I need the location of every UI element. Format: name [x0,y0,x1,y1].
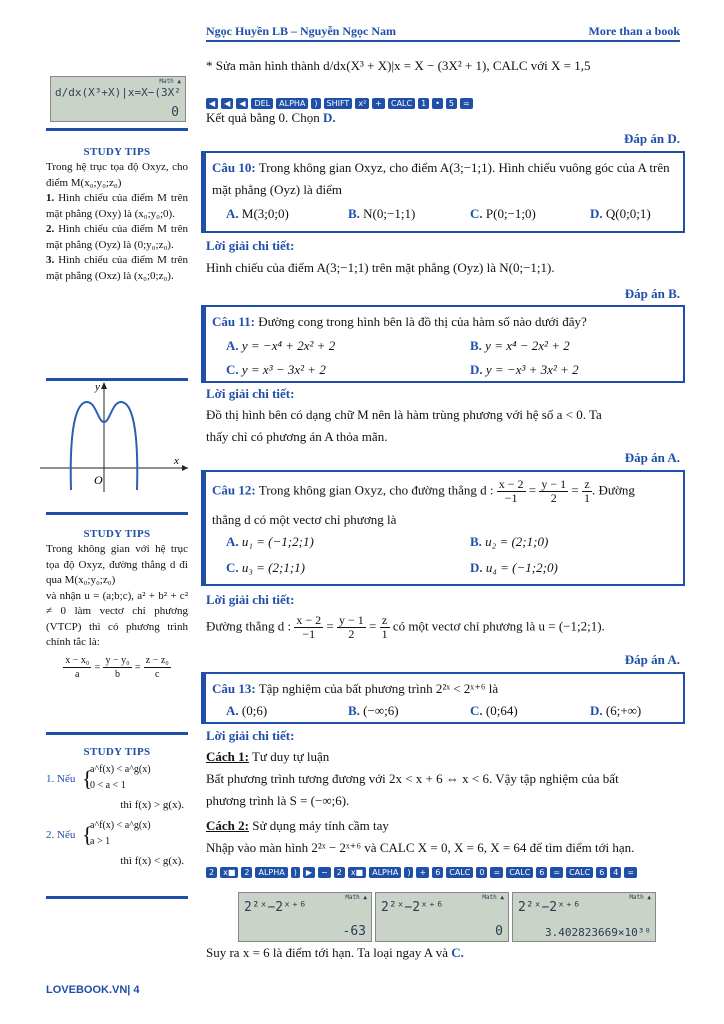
page-header [206,24,680,42]
footer-page-number: LOVEBOOK.VN| 4 [46,984,140,996]
calc-key: 4 [610,867,621,878]
line-equation: $\frac{\text{x − x₀}}{a}$ = $\frac{\text{y − y₀}}{b}$ = $\frac{\text{z − z₀}}{c}$ [65,654,169,680]
tips-item-2: 2. Hình chiếu của điểm M trên mặt phẳng (Oyz) là (0;y₀;z₀). [46,223,188,251]
calc-key: • [432,98,443,109]
calc-key: − [318,867,331,878]
option-b[interactable]: B. N(0;−1;1) [348,206,416,221]
rule-2-result: thì f(x) < g(x). [120,854,184,867]
calc-flags: Math ▲ [159,78,181,85]
study-tips-title: STUDY TIPS [83,746,151,758]
sidebar-divider [46,896,188,899]
solution-title: Lời giải chi tiết: [206,728,295,743]
rule-2: 2. Nếu { a^f(x) < a^g(x) a > 1 [46,819,151,847]
sidebar-divider [46,512,188,515]
answer-a: Đáp án A. [624,450,680,465]
calc-result: 0 [171,105,179,120]
calc-key: CALC [566,867,593,878]
calc-key: = [460,98,473,109]
calc-key: + [372,98,385,109]
method-1-heading: Cách 1: Tư duy tự luận [206,749,330,764]
calc-key: 6 [536,867,547,878]
calc-expression: d/dx(X³+X)|x=X−(3X² [55,86,181,99]
sidebar-divider [46,732,188,735]
tips2-text2: và nhận u = (a;b;c), a² + b² + c² ≠ 0 làm vectơ chỉ phương (VTCP) thì có phương trình chính tắc là: [46,589,188,648]
calc-screen-3: Math ▲ 2²ˣ−2ˣ⁺⁶ 3.402823669×10³⁸ [512,892,656,942]
question-text: Câu 10: Trong không gian Oxyz, cho điểm A(3;−1;1). Hình chiếu vuông góc của A trên mặt phẳng (Oyz) là điểm [212,160,670,197]
calc-key: ◀ [236,98,248,109]
calc-screen-1: Math ▲ 2²ˣ−2ˣ⁺⁶ -63 [238,892,372,942]
calc-key: = [490,867,503,878]
calc-key: ALPHA [369,867,401,878]
solution-title: Lời giải chi tiết: [206,386,295,401]
header-authors: Ngọc Huyền LB – Nguyễn Ngọc Nam [206,24,397,38]
calc-key: SHIFT [324,98,353,109]
calc-screen-2: Math ▲ 2²ˣ−2ˣ⁺⁶ 0 [375,892,509,942]
option-c[interactable]: C. y = x³ − 3x² + 2 [226,362,326,377]
calc-key: 0 [476,867,487,878]
study-tips-title: STUDY TIPS [83,528,151,540]
study-tips-2 [46,528,188,681]
options [212,333,677,383]
calc-key: CALC [446,867,473,878]
option-b[interactable]: B. (−∞;6) [348,703,399,718]
question-text: Câu 13: Tập nghiệm của bất phương trình 2²ˣ < 2ˣ⁺⁶ là [212,681,499,696]
option-c[interactable]: C. u₃ = (2;1;1) [226,560,305,575]
calc-key: x■ [348,867,366,878]
solution-text: Hình chiếu của điểm A(3;−1;1) trên mặt phẳng (Oyz) là N(0;−1;1). [206,260,555,275]
calculator-screen [50,76,186,122]
calc-key: 6 [596,867,607,878]
calc-key: 6 [432,867,443,878]
option-a[interactable]: A. y = −x⁴ + 2x² + 2 [226,338,336,353]
calc-key: ◀ [221,98,233,109]
option-b[interactable]: B. y = x⁴ − 2x² + 2 [470,338,570,353]
method-1-line-2: phương trình là S = (−∞;6). [206,793,350,808]
option-d[interactable]: D. y = −x³ + 3x² + 2 [470,362,579,377]
y-label: y [95,381,100,393]
quartic-graph [40,380,192,498]
sidebar-divider [46,128,188,131]
calc-key: ) [404,867,413,878]
options [212,203,677,225]
question-13 [201,672,685,724]
calc-key: 5 [446,98,457,109]
tips2-text1: Trong không gian với hệ trục tọa độ Oxyz, đường thẳng d đi qua M(x₀;y₀;z₀) [46,543,188,586]
calc-key: ) [291,867,300,878]
study-tips-1 [46,146,188,284]
option-a[interactable]: A. u₁ = (−1;2;1) [226,534,314,549]
option-a[interactable]: A. M(3;0;0) [226,206,289,221]
keypress-sequence [206,94,680,110]
option-d[interactable]: D. (6;+∞) [590,703,642,718]
solution-text: Đường thẳng d : $\frac{x - 2}{-1}$ = $\frac{y - 1}{2}$ = $\frac{z}{1}$ có một vectơ chỉ phương là u = (−1;2;1). [206,613,605,641]
calc-key: CALC [388,98,415,109]
calc-key: ) [311,98,320,109]
option-c[interactable]: C. P(0;−1;0) [470,206,536,221]
question-text: Câu 12: Trong không gian Oxyz, cho đường thẳng d : $\frac{x - 2}{-1}$ = $\frac{y - 1}{2}$ = $\frac{z}{1}$ . Đường [212,477,635,505]
calc-key: = [624,867,637,878]
keypress-sequence [206,863,680,879]
result-line: Kết quả bằng 0. Chọn D. [206,110,336,125]
calc-key: ALPHA [276,98,308,109]
calc-key: x■ [220,867,238,878]
study-tips-3 [46,746,188,869]
options [212,700,677,722]
method-2-heading: Cách 2: Sử dụng máy tính cầm tay [206,818,389,833]
option-b[interactable]: B. u₂ = (2;1;0) [470,534,549,549]
header-tagline: More than a book [588,24,680,38]
calc-key: = [550,867,563,878]
solution-text-2: thấy chỉ có phương án A thỏa mãn. [206,429,388,444]
question-text: Câu 11: Đường cong trong hình bên là đồ thị của hàm số nào dưới đây? [212,314,587,329]
option-d[interactable]: D. Q(0;0;1) [590,206,651,221]
calc-key: ◀ [206,98,218,109]
option-c[interactable]: C. (0;64) [470,703,518,718]
answer-b: Đáp án B. [624,286,680,301]
origin-label: O [94,473,103,487]
rule-1: 1. Nếu { a^f(x) < a^g(x) 0 < a < 1 [46,764,151,791]
x-axis-arrow [182,465,188,471]
calc-key: ▶ [303,867,315,878]
method-2-line-1: Nhập vào màn hình 2²ˣ − 2ˣ⁺⁶ và CALC X = 0, X = 6, X = 64 để tìm điểm tới hạn. [206,840,635,855]
question-10 [201,151,685,233]
calc-key: ALPHA [255,867,287,878]
calc-key: x² [355,98,369,109]
calc-instruction: * Sửa màn hình thành d/dx(X³ + X)|x = X − (3X² + 1), CALC với X = 1,5 [206,58,591,73]
tips-item-3: 3. Hình chiếu của điểm M trên mặt phẳng (Oxz) là (x₀;0;z₀). [46,254,188,282]
x-label: x [174,455,179,467]
option-d[interactable]: D. u₄ = (−1;2;0) [470,560,558,575]
y-axis-arrow [101,382,107,389]
question-text-2: thẳng d có một vectơ chỉ phương là [212,512,397,527]
solution-title: Lời giải chi tiết: [206,592,295,607]
calc-key: 2 [241,867,252,878]
calc-key: 1 [418,98,429,109]
tips-item-1: 1. Hình chiếu của điểm M trên mặt phẳng (Oxy) là (x₀;y₀;0). [46,192,188,220]
calc-key: CALC [506,867,533,878]
answer-a: Đáp án A. [624,652,680,667]
calc-key: 2 [206,867,217,878]
solution-text-1: Đồ thị hình bên có dạng chữ M nên là hàm trùng phương với hệ số a < 0. Ta [206,407,602,422]
tips-intro: Trong hệ trục tọa độ Oxyz, cho điểm M(x₀;y₀;z₀) [46,161,188,189]
answer-d: Đáp án D. [624,131,680,146]
question-12 [201,470,685,586]
method-1-line-1: Bất phương trình tương đương với 2x < x + 6 ⇔ x < 6. Vậy tập nghiệm của bất [206,771,619,786]
calc-key: DEL [251,98,273,109]
calc-key: + [416,867,429,878]
solution-title: Lời giải chi tiết: [206,238,295,253]
calc-key: 2 [334,867,345,878]
option-a[interactable]: A. (0;6) [226,703,268,718]
study-tips-title: STUDY TIPS [83,146,151,158]
options [212,531,677,579]
conclusion: Suy ra x = 6 là điểm tới hạn. Ta loại ngay A và C. [206,945,464,960]
question-11 [201,305,685,383]
rule-1-result: thì f(x) > g(x). [120,799,184,811]
